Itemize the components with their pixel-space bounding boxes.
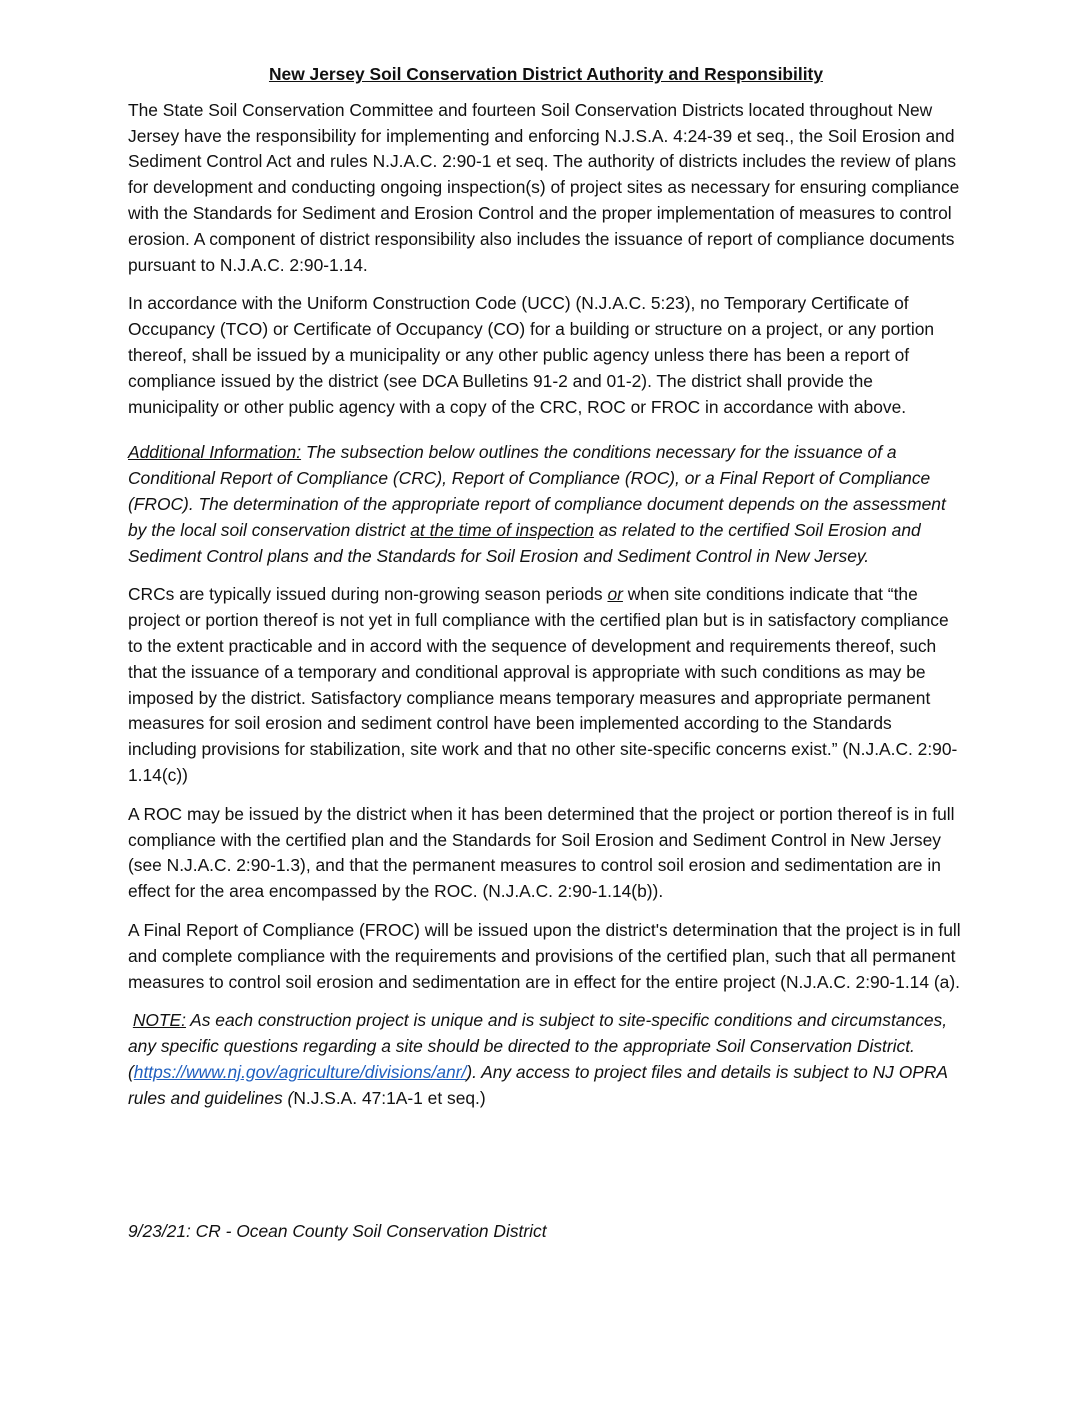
crc-text-a: CRCs are typically issued during non-growing season periods bbox=[128, 584, 608, 605]
additional-information-label: Additional Information: bbox=[128, 442, 302, 463]
paragraph-note bbox=[128, 1008, 964, 1111]
note-text-c: N.J.S.A. 47:1A-1 et seq.) bbox=[293, 1087, 486, 1108]
additional-information-underlined: at the time of inspection bbox=[410, 519, 594, 540]
additional-information-text-b: as related to the certified Soil Erosion and Sediment Control plans and the Standards for Soil Erosion and Sediment Control in New Jersey. bbox=[128, 519, 921, 566]
crc-text-b: when site conditions indicate that “the project or portion thereof is not yet in full compliance with the certified plan but is in satisfactory compliance to the extent practicable and in accord with the sequence of development and requirements thereof, such that the issuance of a temporary and conditional approval is appropriate with such conditions as may be imposed by the district. Satisfactory compliance means temporary measures and appropriate permanent measures for soil erosion and sediment control have been implemented according to the Standards including provisions for stabilization, site work and that no other site-specific concerns exist.” (N.J.A.C. 2:90-1.14(c)) bbox=[128, 584, 958, 785]
document-title: New Jersey Soil Conservation District Authority and Responsibility bbox=[268, 64, 824, 84]
paragraph-crc bbox=[128, 582, 964, 788]
paragraph-roc: A ROC may be issued by the district when it has been determined that the project or portion thereof is in full compliance with the certified plan and the Standards for Soil Erosion and Sediment Control in New Jersey (see N.J.A.C. 2:90-1.3), and that the permanent measures to control soil erosion and sedimentation are in effect for the area encompassed by the ROC. (N.J.A.C. 2:90-1.14(b)). bbox=[128, 803, 955, 902]
document-footer: 9/23/21: CR - Ocean County Soil Conservation District bbox=[128, 1221, 547, 1241]
note-text-a: As each construction project is unique and is subject to site-specific conditions and circumstances, any specific questions regarding a site should be directed to the appropriate Soil Conservation District. ( bbox=[128, 1010, 948, 1082]
paragraph-ucc: In accordance with the Uniform Construction Code (UCC) (N.J.A.C. 5:23), no Temporary Certificate of Occupancy (TCO) or Certificate of Occupancy (CO) for a building or structure on a project, or any portion thereof, shall be issued by a municipality or any other public agency unless there has been a report of compliance issued by the district (see DCA Bulletins 91-2 and 01-2). The district shall provide the municipality or other public agency with a copy of the CRC, ROC or FROC in accordance with above. bbox=[128, 293, 935, 417]
anr-link[interactable]: https://www.nj.gov/agriculture/divisions/anr/ bbox=[133, 1061, 467, 1082]
additional-information-text-a: The subsection below outlines the conditions necessary for the issuance of a Conditional Report of Compliance (CRC), Report of Compliance (ROC), or a Final Report of Compliance (FROC). The determination of the appropriate report of compliance document depends on the assessment by the local soil conservation district bbox=[128, 442, 946, 540]
paragraph-froc: A Final Report of Compliance (FROC) will be issued upon the district's determination that the project is in full and complete compliance with the requirements and provisions of the certified plan, such that all permanent measures to control soil erosion and sedimentation are in effect for the entire project (N.J.A.C. 2:90-1.14 (a). bbox=[128, 919, 961, 992]
paragraph-additional-information bbox=[128, 440, 964, 569]
note-label: NOTE: bbox=[132, 1010, 186, 1031]
paragraph-authority: The State Soil Conservation Committee and fourteen Soil Conservation Districts located throughout New Jersey have the responsibility for implementing and enforcing N.J.S.A. 4:24-39 et seq., the Soil Erosion and Sediment Control Act and rules N.J.A.C. 2:90-1 et seq. The authority of districts includes the review of plans for development and conducting ongoing inspection(s) of project sites as necessary for ensuring compliance with the Standards for Sediment and Erosion Control and the proper implementation of measures to control erosion. A component of district responsibility also includes the issuance of report of compliance documents pursuant to N.J.A.C. 2:90-1.14. bbox=[128, 99, 960, 275]
crc-or-emphasis: or bbox=[607, 584, 623, 605]
note-text-b: ). Any access to project files and details is subject to NJ OPRA rules and guidelines ( bbox=[128, 1061, 948, 1108]
document-body bbox=[128, 62, 964, 1124]
